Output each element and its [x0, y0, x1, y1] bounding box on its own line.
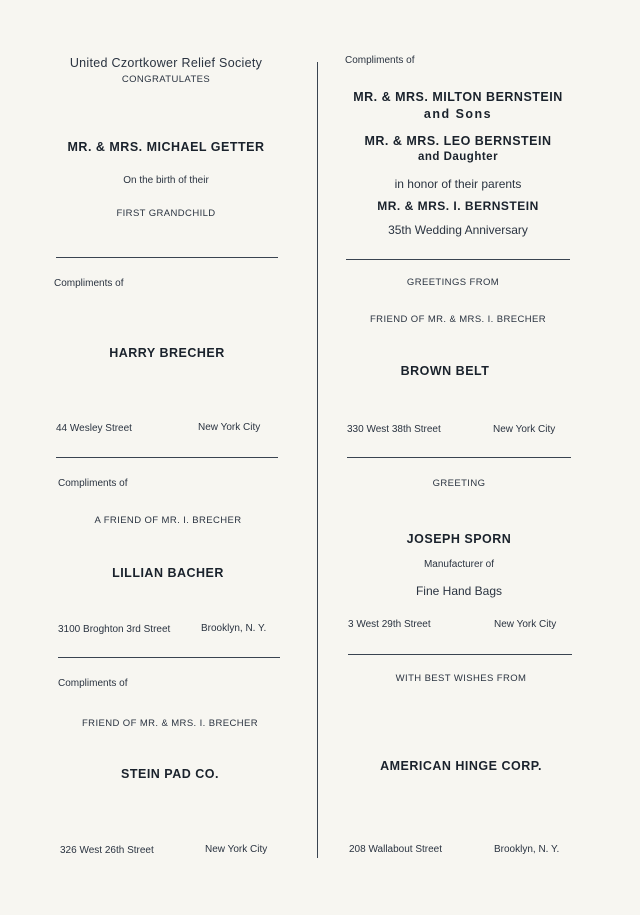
- advertiser-address: 44 Wesley Street: [56, 423, 132, 434]
- anniversary-text: 35th Wedding Anniversary: [388, 223, 528, 237]
- compliments-text: Compliments of: [54, 278, 124, 289]
- grandchild-text: FIRST GRANDCHILD: [116, 208, 216, 219]
- advertiser-city: New York City: [493, 424, 556, 435]
- honor-text: in honor of their parents: [394, 177, 522, 191]
- bernstein-sons: and Sons: [423, 107, 493, 121]
- bernstein-parents: MR. & MRS. I. BERNSTEIN: [377, 199, 539, 213]
- manufacturer-text: Manufacturer of: [423, 559, 495, 570]
- column-divider: [317, 62, 318, 858]
- friend-text: A FRIEND OF MR. I. BRECHER: [94, 515, 242, 526]
- divider-rule: [58, 657, 280, 658]
- society-name: United Czortkower Relief Society: [69, 56, 263, 70]
- greeting-text: GREETINGS FROM: [406, 277, 500, 288]
- divider-rule: [347, 457, 571, 458]
- advertiser-name: STEIN PAD CO.: [121, 767, 219, 781]
- advertiser-address: 3 West 29th Street: [348, 619, 431, 630]
- divider-rule: [346, 259, 570, 260]
- advertiser-address: 330 West 38th Street: [347, 424, 441, 435]
- friend-text: FRIEND OF MR. & MRS. I. BRECHER: [369, 314, 547, 325]
- divider-rule: [348, 654, 572, 655]
- advertiser-name: BROWN BELT: [400, 364, 490, 378]
- congratulates-text: CONGRATULATES: [121, 74, 211, 85]
- greeting-text: GREETING: [432, 478, 486, 489]
- compliments-text: Compliments of: [58, 678, 128, 689]
- advertiser-address: 208 Wallabout Street: [349, 844, 443, 855]
- honoree-name: MR. & MRS. MICHAEL GETTER: [67, 140, 265, 154]
- advertiser-city: New York City: [205, 844, 268, 855]
- divider-rule: [56, 257, 278, 258]
- bernstein-name-2: MR. & MRS. LEO BERNSTEIN: [364, 134, 552, 148]
- advertiser-city: New York City: [198, 422, 261, 433]
- advertiser-address: 3100 Broghton 3rd Street: [58, 624, 171, 635]
- advertiser-city: Brooklyn, N. Y.: [494, 844, 560, 855]
- advertiser-name: JOSEPH SPORN: [406, 532, 512, 546]
- advertiser-city: New York City: [494, 619, 557, 630]
- advertiser-address: 326 West 26th Street: [60, 845, 154, 856]
- advertiser-name: AMERICAN HINGE CORP.: [380, 759, 542, 773]
- product-text: Fine Hand Bags: [415, 584, 503, 598]
- compliments-text: Compliments of: [345, 55, 415, 66]
- birth-text: On the birth of their: [123, 175, 209, 186]
- friend-text: FRIEND OF MR. & MRS. I. BRECHER: [81, 718, 259, 729]
- bernstein-daughter: and Daughter: [417, 151, 499, 163]
- advertiser-city: Brooklyn, N. Y.: [201, 623, 267, 634]
- advertiser-name: HARRY BRECHER: [109, 346, 225, 360]
- bernstein-name-1: MR. & MRS. MILTON BERNSTEIN: [353, 90, 563, 104]
- divider-rule: [56, 457, 278, 458]
- greeting-text: WITH BEST WISHES FROM: [395, 673, 527, 684]
- compliments-text: Compliments of: [58, 478, 128, 489]
- advertiser-name: LILLIAN BACHER: [112, 566, 224, 580]
